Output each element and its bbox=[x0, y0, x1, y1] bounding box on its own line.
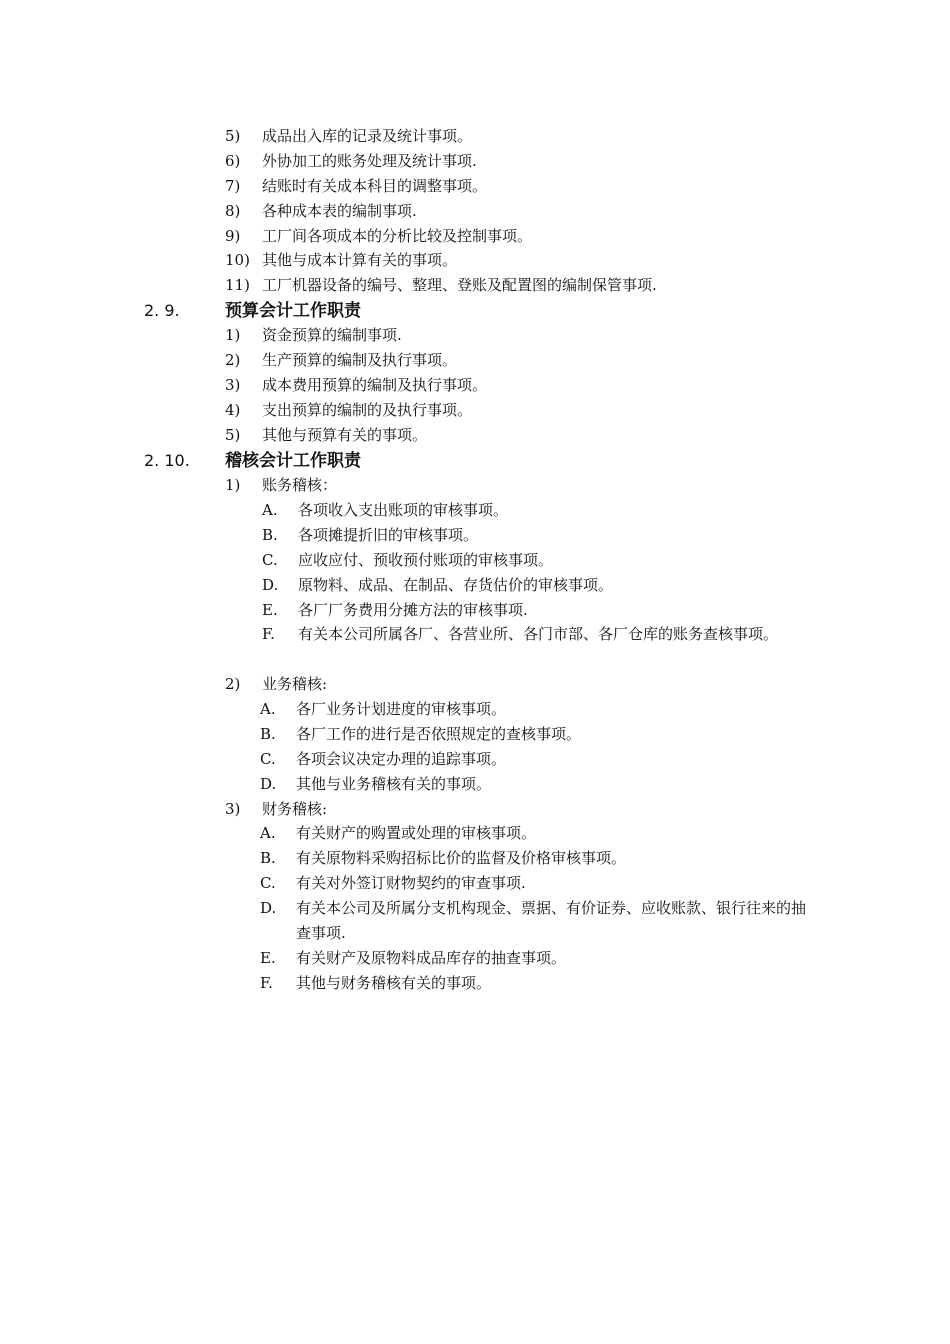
sub-item-letter: A. bbox=[260, 700, 276, 718]
sub-item-letter: D. bbox=[260, 899, 277, 917]
list-item-number: 5) bbox=[225, 127, 241, 145]
list-item-number: 1) bbox=[225, 326, 241, 344]
sub-item-text: 有关对外签订财物契约的审查事项. bbox=[296, 874, 526, 892]
list-item-number: 10) bbox=[225, 251, 250, 269]
list-item-number: 4) bbox=[225, 401, 241, 419]
group-title: 财务稽核: bbox=[262, 800, 328, 818]
sub-item-letter: B. bbox=[262, 526, 278, 544]
sub-item-letter: E. bbox=[262, 601, 278, 619]
group-number: 3) bbox=[225, 800, 241, 818]
section-title: 预算会计工作职责 bbox=[225, 301, 361, 321]
sub-item-text: 各厂工作的进行是否依照规定的查核事项。 bbox=[296, 725, 582, 743]
list-item-text: 资金预算的编制事项. bbox=[262, 326, 402, 344]
sub-item-letter: A. bbox=[262, 501, 278, 519]
sub-item-text: 有关财产及原物料成品库存的抽查事项。 bbox=[296, 949, 567, 967]
group-number: 2) bbox=[225, 675, 241, 693]
sub-item-letter: E. bbox=[260, 949, 276, 967]
section-title: 稽核会计工作职责 bbox=[225, 451, 361, 471]
sub-item-letter: C. bbox=[262, 551, 278, 569]
sub-item-letter: B. bbox=[260, 725, 276, 743]
group-number: 1) bbox=[225, 476, 241, 494]
list-item-number: 3) bbox=[225, 376, 241, 394]
sub-item-letter: A. bbox=[260, 824, 276, 842]
list-item-text: 生产预算的编制及执行事项。 bbox=[262, 351, 458, 369]
sub-item-letter: F. bbox=[260, 974, 273, 992]
list-item-text: 其他与预算有关的事项。 bbox=[262, 426, 428, 444]
sub-item-text: 其他与业务稽核有关的事项。 bbox=[296, 775, 492, 793]
sub-item-text: 有关本公司及所属分支机构现金、票据、有价证券、应收账款、银行往来的抽查事项. bbox=[296, 899, 807, 942]
sub-item-text: 有关财产的购置或处理的审核事项。 bbox=[296, 824, 537, 842]
group-title: 账务稽核： bbox=[262, 476, 338, 494]
section-number: 2. 10. bbox=[144, 451, 190, 470]
list-item-text: 成本费用预算的编制及执行事项。 bbox=[262, 376, 488, 394]
sub-item-letter: B. bbox=[260, 849, 276, 867]
sub-item-text: 有关本公司所属各厂、各营业所、各门市部、各厂仓库的账务查核事项。 bbox=[298, 625, 779, 643]
list-item-text: 结账时有关成本科目的调整事项。 bbox=[262, 177, 488, 195]
sub-item-text: 有关原物料采购招标比价的监督及价格审核事项。 bbox=[296, 849, 627, 867]
list-item-number: 5) bbox=[225, 426, 241, 444]
sub-item-letter: D. bbox=[262, 576, 279, 594]
sub-item-text: 原物料、成品、在制品、存货估价的审核事项。 bbox=[298, 576, 614, 594]
sub-item-letter: C. bbox=[260, 874, 276, 892]
list-item-text: 支出预算的编制的及执行事项。 bbox=[262, 401, 473, 419]
list-item-text: 工厂机器设备的编号、整理、登账及配置图的编制保管事项. bbox=[262, 276, 657, 294]
sub-item-text: 各厂厂务费用分摊方法的审核事项. bbox=[298, 601, 528, 619]
list-item-number: 9) bbox=[225, 227, 241, 245]
sub-item-text: 其他与财务稽核有关的事项。 bbox=[296, 974, 492, 992]
list-item-number: 11) bbox=[225, 276, 250, 294]
list-item-text: 外协加工的账务处理及统计事项. bbox=[262, 152, 477, 170]
list-item-number: 8) bbox=[225, 202, 241, 220]
sub-item-text: 各项摊提折旧的审核事项。 bbox=[298, 526, 479, 544]
section-number: 2. 9. bbox=[144, 301, 180, 320]
sub-item-text: 各项会议决定办理的追踪事项。 bbox=[296, 750, 507, 768]
list-item-number: 6) bbox=[225, 152, 241, 170]
sub-item-text: 应收应付、预收预付账项的审核事项。 bbox=[298, 551, 554, 569]
sub-item-letter: F. bbox=[262, 625, 275, 643]
list-item-text: 工厂间各项成本的分析比较及控制事项。 bbox=[262, 227, 533, 245]
sub-item-letter: D. bbox=[260, 775, 277, 793]
sub-item-letter: C. bbox=[260, 750, 276, 768]
list-item-text: 其他与成本计算有关的事项。 bbox=[262, 251, 458, 269]
list-item-number: 2) bbox=[225, 351, 241, 369]
list-item-number: 7) bbox=[225, 177, 241, 195]
sub-item-text: 各项收入支出账项的审核事项。 bbox=[298, 501, 509, 519]
sub-item-text: 各厂业务计划进度的审核事项。 bbox=[296, 700, 507, 718]
list-item-text: 成品出入库的记录及统计事项。 bbox=[262, 127, 473, 145]
group-title: 业务稽核: bbox=[262, 675, 328, 693]
list-item-text: 各种成本表的编制事项. bbox=[262, 202, 417, 220]
